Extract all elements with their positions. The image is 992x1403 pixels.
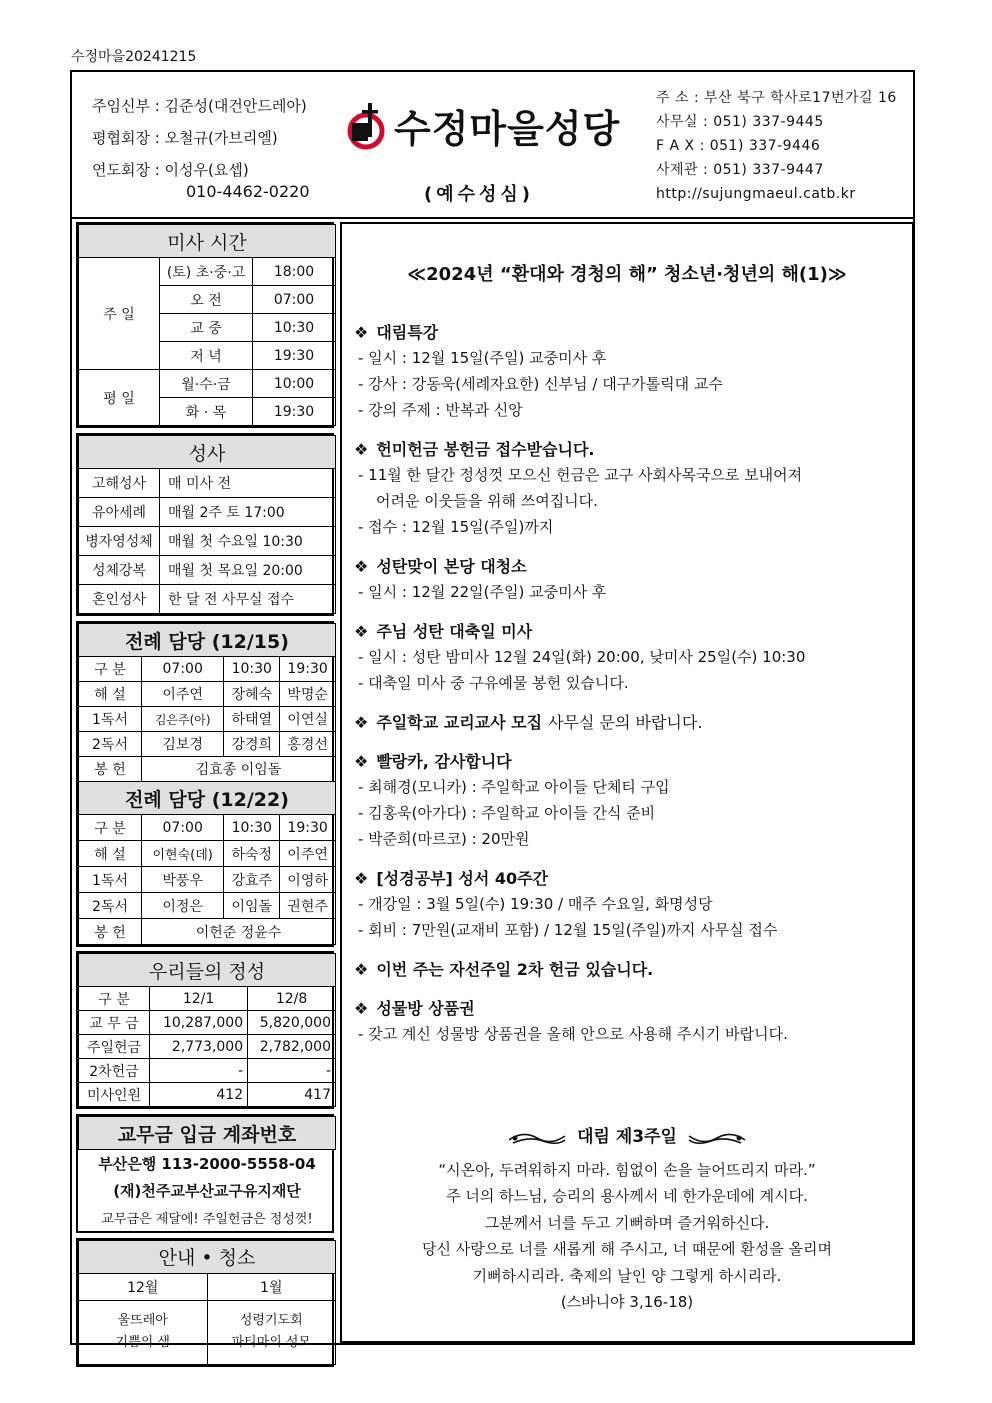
table-cell: 강경희 <box>224 732 280 757</box>
role-label: 봉 헌 <box>79 757 142 782</box>
sacrament-value: 매월 2주 토 17:00 <box>160 498 336 527</box>
announcement-list <box>354 320 904 1061</box>
role-label: 해 설 <box>79 841 142 867</box>
mass-name: 오 전 <box>160 286 253 314</box>
sacraments-box <box>76 433 334 616</box>
table-cell: 이주연 <box>142 682 224 707</box>
mass-name: 교 중 <box>160 314 253 342</box>
scripture-reference: (스바니야 3,16-18) <box>560 1293 694 1311</box>
announcement-line: - 일시 : 12월 22일(주일) 교중미사 후 <box>358 583 607 601</box>
announcement-title-text: 헌미헌금 봉헌금 접수받습니다. <box>376 440 595 459</box>
website-link[interactable]: http://sujungmaeul.catb.kr <box>656 186 856 202</box>
sacrament-value: 매 미사 전 <box>160 469 336 498</box>
amount: 412 <box>150 1083 248 1107</box>
announcement-item <box>354 320 904 423</box>
announcement-item <box>354 437 904 540</box>
cleaning-table <box>78 1240 336 1365</box>
sacrament-name: 병자영성체 <box>79 527 160 556</box>
mass-time: 19:30 <box>253 342 336 370</box>
announcement-title-text: 성물방 상품권 <box>376 999 475 1018</box>
announcements-panel <box>340 222 914 1343</box>
amount: 2,773,000 <box>150 1035 248 1059</box>
column-header: 구 분 <box>79 657 142 682</box>
mass-time: 07:00 <box>253 286 336 314</box>
mass-time: 19:30 <box>253 398 336 426</box>
announcement-title-text: 주일학교 교리교사 모집 <box>376 713 543 732</box>
fax: F A X : 051) 337-9446 <box>656 138 821 154</box>
liturgy-1222-title: 전례 담당 (12/22) <box>79 782 336 815</box>
table-cell: 하태열 <box>224 707 280 732</box>
cleaning-title: 안내 • 청소 <box>79 1240 336 1273</box>
month-label: 12월 <box>79 1273 208 1300</box>
bank-account: 부산은행 113-2000-5558-04 <box>98 1154 316 1173</box>
announcement-item <box>354 619 904 696</box>
mass-name: 화 · 목 <box>160 398 253 426</box>
group-name: 파티마의 성모 <box>231 1335 311 1350</box>
mass-name: 저 녁 <box>160 342 253 370</box>
offerings-table <box>78 953 336 1107</box>
mass-name: (토) 초·중·고 <box>160 258 253 286</box>
scripture-line: “시온아, 두려워하지 마라. 힘없이 손을 늘어뜨리지 마라.” <box>438 1160 816 1179</box>
group-name: 울뜨레아 <box>117 1313 168 1328</box>
group-name: 성령기도회 <box>239 1313 303 1328</box>
announcement-title-text: 이번 주는 자선주일 2차 헌금 있습니다. <box>376 960 654 979</box>
announcement-item <box>354 710 904 735</box>
announcement-title-text: 성탄맞이 본당 대청소 <box>376 557 527 576</box>
sacrament-value: 매월 첫 수요일 10:30 <box>160 527 336 556</box>
announcement-title <box>354 710 904 735</box>
month-label: 1월 <box>207 1273 336 1300</box>
announcement-line: - 박준희(마르코) : 20만원 <box>358 830 530 848</box>
ornament-left-icon <box>507 1126 567 1148</box>
announcement-item <box>354 957 904 982</box>
offering-names: 이헌준 정윤수 <box>142 919 336 945</box>
announcement-line: - 회비 : 7만원(교재비 포함) / 12월 15일(주일)까지 사무실 접수 <box>358 921 778 939</box>
account-note: 교무금은 제달에! 주일헌금은 정성껏! <box>101 1211 313 1227</box>
announcement-title-tail: 사무실 문의 바랍니다. <box>548 713 703 732</box>
announcement-line: - 강의 주제 : 반복과 신앙 <box>358 401 523 419</box>
mass-time: 10:30 <box>253 314 336 342</box>
group-name: 기쁨의 샘 <box>115 1335 170 1350</box>
announcement-line: - 일시 : 성탄 밤미사 12월 24일(화) 20:00, 낮미사 25일(수) 10:30 <box>358 648 806 666</box>
liturgy-box <box>76 621 334 947</box>
sacrament-name: 유아세례 <box>79 498 160 527</box>
announcement-title <box>354 957 904 982</box>
column-header: 07:00 <box>142 657 224 682</box>
table-cell: 장혜숙 <box>224 682 280 707</box>
advent-heading <box>340 1124 914 1151</box>
pastor: 주임신부 : 김준성(대건안드레아) <box>92 97 307 115</box>
amount: 417 <box>248 1083 336 1107</box>
column-header: 07:00 <box>142 815 224 841</box>
table-cell: 이임돌 <box>224 893 280 919</box>
announcement-title-text: 대림특강 <box>376 323 439 342</box>
diamond-bullet-icon: ❖ <box>354 960 369 979</box>
announcement-item <box>354 554 904 605</box>
announcement-title-text: [성경공부] 성서 40주간 <box>376 869 549 888</box>
diamond-bullet-icon: ❖ <box>354 622 369 641</box>
diamond-bullet-icon: ❖ <box>354 999 369 1018</box>
table-cell: 권현주 <box>280 893 336 919</box>
diamond-bullet-icon: ❖ <box>354 557 369 576</box>
announcement-line: - 최해경(모니카) : 주일학교 아이들 단체티 구입 <box>358 778 670 796</box>
cleaning-box <box>76 1238 334 1367</box>
table-cell: 이영하 <box>280 867 336 893</box>
role-label: 2독서 <box>79 732 142 757</box>
column-header: 12/1 <box>150 987 248 1011</box>
announcement-item <box>354 866 904 943</box>
table-cell: 이연실 <box>280 707 336 732</box>
staff-info <box>92 90 310 208</box>
account-holder: (재)천주교부산교구유지재단 <box>113 1181 301 1200</box>
sacrament-name: 혼인성사 <box>79 585 160 614</box>
diamond-bullet-icon: ❖ <box>354 440 369 459</box>
announcement-line: 어려운 이웃들을 위해 쓰여집니다. <box>376 492 598 510</box>
announcement-title-text: 주님 성탄 대축일 미사 <box>376 622 533 641</box>
column-header: 12/8 <box>248 987 336 1011</box>
table-cell: 이현숙(데) <box>142 841 224 867</box>
account-box <box>76 1114 334 1233</box>
diamond-bullet-icon: ❖ <box>354 869 369 888</box>
scripture-line: 기뻐하시리라. 축제의 날인 양 그렇게 하시리라. <box>472 1266 782 1285</box>
announcement-title <box>354 320 904 345</box>
sacrament-name: 성체강복 <box>79 556 160 585</box>
role-label: 2독서 <box>79 893 142 919</box>
row-label: 미사인원 <box>79 1083 150 1107</box>
announcement-title <box>354 749 904 774</box>
announcement-line: - 11월 한 달간 정성껏 모으신 헌금은 교구 사회사목국으로 보내어져 <box>358 466 803 484</box>
amount: 2,782,000 <box>248 1035 336 1059</box>
column-header: 10:30 <box>224 657 280 682</box>
role-label: 1독서 <box>79 867 142 893</box>
sacrament-value: 매월 첫 목요일 20:00 <box>160 556 336 585</box>
offerings-title: 우리들의 정성 <box>79 954 336 987</box>
cleaning-group <box>79 1300 208 1364</box>
office-phone: 사무실 : 051) 337-9445 <box>656 114 824 130</box>
youth-president: 연도회장 : 이성우(요셉) <box>92 161 249 179</box>
amount: 10,287,000 <box>150 1011 248 1035</box>
amount: 5,820,000 <box>248 1011 336 1035</box>
amount: - <box>150 1059 248 1083</box>
ornament-right-icon <box>687 1126 747 1148</box>
table-cell: 박풍우 <box>142 867 224 893</box>
bulletin-frame <box>70 70 915 1350</box>
mass-time: 18:00 <box>253 258 336 286</box>
advent-title: 대림 제3주일 <box>577 1127 677 1147</box>
liturgy-1215-title: 전례 담당 (12/15) <box>79 624 336 657</box>
account-title: 교무금 입금 계좌번호 <box>79 1117 336 1150</box>
contact-info <box>656 86 897 206</box>
youth-phone: 010-4462-0220 <box>186 182 310 201</box>
role-label: 1독서 <box>79 707 142 732</box>
sacraments-title: 성사 <box>79 436 336 469</box>
table-cell: 이정은 <box>142 893 224 919</box>
diamond-bullet-icon: ❖ <box>354 323 369 342</box>
mass-times-box <box>76 222 334 428</box>
table-cell: 하숙정 <box>224 841 280 867</box>
announcement-title <box>354 866 904 891</box>
announcement-line: - 김홍욱(아가다) : 주일학교 아이들 간식 준비 <box>358 804 656 822</box>
announcement-line: - 강사 : 강동욱(세례자요한) 신부님 / 대구가톨릭대 교수 <box>358 375 723 393</box>
liturgy-1215-table <box>78 623 336 945</box>
advent-section <box>340 1124 914 1316</box>
role-label: 해 설 <box>79 682 142 707</box>
amount: - <box>248 1059 336 1083</box>
table-cell: 김보경 <box>142 732 224 757</box>
parish-motto: (예수성심) <box>424 184 535 205</box>
table-cell: 홍경선 <box>280 732 336 757</box>
scripture-line: 당신 사랑으로 너를 새롭게 해 주시고, 너 때문에 환성을 올리며 <box>422 1240 832 1258</box>
cleaning-group <box>207 1300 336 1364</box>
document-id: 수정마을20241215 <box>71 49 197 65</box>
role-label: 봉 헌 <box>79 919 142 945</box>
sacrament-value: 한 달 전 사무실 접수 <box>160 585 336 614</box>
announcement-line: - 개강일 : 3월 5일(수) 19:30 / 매주 수요일, 화명성당 <box>358 895 713 913</box>
column-header: 구 분 <box>79 987 150 1011</box>
diamond-bullet-icon: ❖ <box>354 752 369 771</box>
sidebar <box>76 222 334 1372</box>
announcement-item <box>354 996 904 1047</box>
column-header: 구 분 <box>79 815 142 841</box>
diamond-bullet-icon: ❖ <box>354 713 369 732</box>
sacrament-name: 고해성사 <box>79 469 160 498</box>
sacraments-table <box>78 435 336 614</box>
announcement-item <box>354 749 904 852</box>
announcement-line: - 일시 : 12월 15일(주일) 교중미사 후 <box>358 349 607 367</box>
row-label: 교 무 금 <box>79 1011 150 1035</box>
column-header: 19:30 <box>280 657 336 682</box>
announcement-title <box>354 554 904 579</box>
table-cell: 강효주 <box>224 867 280 893</box>
announcement-title <box>354 437 904 462</box>
announcement-line: - 대축일 미사 중 구유예물 봉헌 있습니다. <box>358 674 629 692</box>
announcement-title <box>354 619 904 644</box>
scripture-line: 그분께서 너를 두고 기뻐하며 즐거워하신다. <box>484 1213 770 1232</box>
mass-times-table <box>78 224 336 426</box>
announcement-line: - 접수 : 12월 15일(주일)까지 <box>358 518 554 536</box>
weekday-label: 평 일 <box>79 370 160 426</box>
column-header: 10:30 <box>224 815 280 841</box>
offering-names: 김효종 이임돌 <box>142 757 336 782</box>
rectory-phone: 사제관 : 051) 337-9447 <box>656 162 824 178</box>
mass-name: 월·수·금 <box>160 370 253 398</box>
address: 주 소 : 부산 북구 학사로17번가길 16 <box>656 90 897 106</box>
announcement-title <box>354 996 904 1021</box>
church-emblem-icon <box>344 101 390 151</box>
council-president: 평협회장 : 오철규(가브리엘) <box>92 129 278 147</box>
announcement-title-text: 빨랑카, 감사합니다 <box>376 752 512 771</box>
mass-times-title: 미사 시간 <box>79 225 336 258</box>
parish-name: 수정마을성당 <box>394 107 621 151</box>
sunday-label: 주 일 <box>79 258 160 370</box>
row-label: 2차헌금 <box>79 1059 150 1083</box>
column-header: 19:30 <box>280 815 336 841</box>
offerings-box <box>76 951 334 1109</box>
parish-logo <box>344 98 620 153</box>
announcement-line: - 갖고 계신 성물방 상품권을 올해 안으로 사용해 주시기 바랍니다. <box>358 1025 788 1043</box>
table-cell: 김은주(아) <box>142 707 224 732</box>
mass-time: 10:00 <box>253 370 336 398</box>
headline: ≪2024년 “환대와 경청의 해” 청소년·청년의 해(1)≫ <box>407 264 847 285</box>
account-table <box>78 1116 336 1231</box>
table-cell: 박명순 <box>280 682 336 707</box>
scripture-line: 주 너의 하느님, 승리의 용사께서 네 한가운데에 계시다. <box>446 1187 808 1205</box>
row-label: 주일헌금 <box>79 1035 150 1059</box>
header <box>72 72 913 219</box>
table-cell: 이주연 <box>280 841 336 867</box>
